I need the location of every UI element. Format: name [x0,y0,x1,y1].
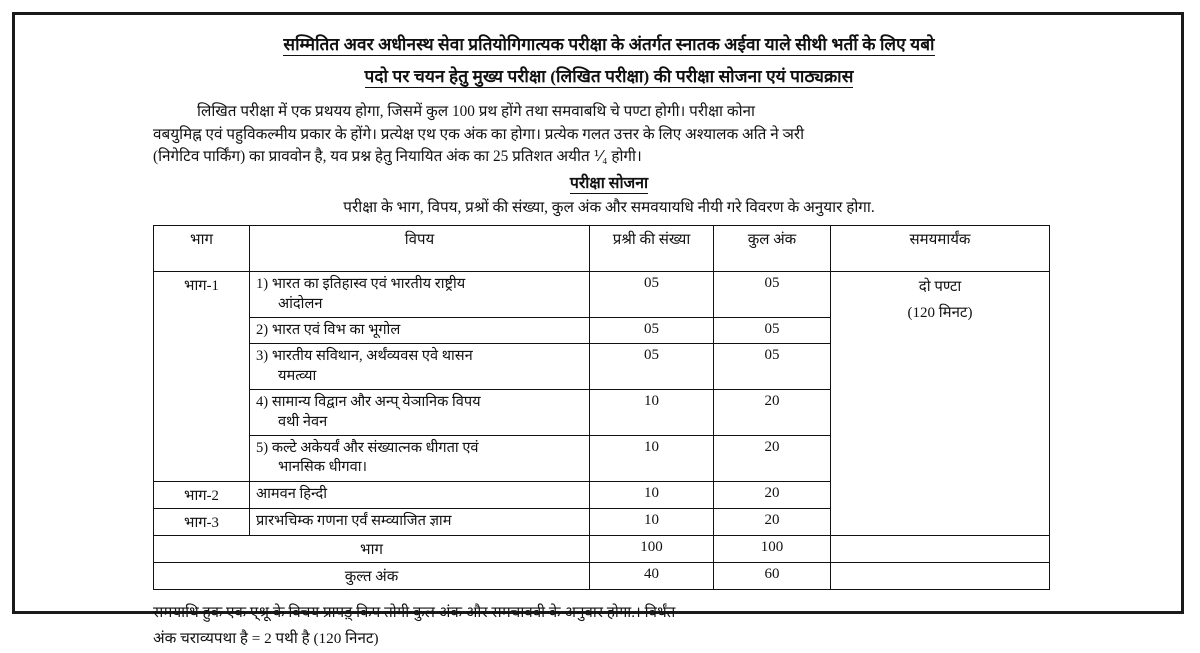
scheme-description-line: परीक्षा के भाग, विपय, प्रश्रों की संख्या, कुल अंक और समवयायधि नीयी गरे विवरण के अनुयार होगा. [343,199,875,217]
summary-label-1: भाग [154,535,590,562]
row-marks-4: 20 [714,390,831,436]
row-marks-6: 20 [714,481,831,508]
header-question-count: प्रश्री की संख्या [590,226,714,272]
footer-line-2: अंक चराव्यपथा है = 2 पथी है (120 निनट) [153,630,379,648]
summary-duration-1 [831,535,1050,562]
intro-paragraph-line-1-text: लिखित परीक्षा में एक प्रथयय होगा, जिसमें कुल 100 प्रथ होंगे तथा समवाबथि चे पण्टा होगी। परीक्षा कोना [197,103,755,121]
row-subject-2-line1: भारत एवं विभ का भूगोल [271,322,401,339]
row-subject-5 [250,436,590,482]
row-subject-3 [250,344,590,390]
summary-marks-1: 100 [714,535,831,562]
row-subject-3-line1: भारतीय सविथान, अर्थंव्यवस एवे थासन [271,348,473,365]
row-marks-2: 05 [714,318,831,344]
table-row [154,272,1050,318]
row-subject-5-number: 5) [256,440,269,457]
row-subject-6: आमवन हिन्दी [250,481,590,508]
header-duration: समयमार्यंक [831,226,1050,272]
row-marks-3: 05 [714,344,831,390]
row-subject-1 [250,272,590,318]
row-questions-4: 10 [590,390,714,436]
row-questions-1: 05 [590,272,714,318]
row-part-3: भाग-3 [154,508,250,535]
row-marks-1: 05 [714,272,831,318]
row-subject-4 [250,390,590,436]
row-questions-3: 05 [590,344,714,390]
row-questions-5: 10 [590,436,714,482]
row-subject-1-number: 1) [256,276,269,293]
table-header-row [154,226,1050,272]
row-subject-2 [250,318,590,344]
duration-line-2: (120 मिनट) [907,304,973,321]
row-questions-2: 05 [590,318,714,344]
row-subject-2-number: 2) [256,322,269,339]
scheme-subheading: परीक्षा सोजना [570,175,648,194]
duration-line-1: दो पण्टा [918,279,962,296]
row-subject-5-line1: कल्टे अकेयर्वं और संख्यात्नक धीगता एवं [271,440,479,457]
intro-paragraph-line-2: वबयुमिह्न एवं पहुविकल्मीय प्रकार के होंगे। प्रत्येक्ष एथ एक अंक का होगा। प्रत्येक गलत उत्तर के लिए अश्यालक अति ने ञरी [153,125,805,143]
intro-paragraph-line-3: (निगेटिव पार्किंग) का प्राववोन है, यव प्रश्न हेतु नियायित अंक का 25 प्रतिशत अयीत ⅟₄ होगी। [153,148,642,166]
table-summary-row [154,562,1050,589]
row-subject-4-line1: सामान्य विद्वान और अन्प् येञानिक विपय [271,394,481,411]
duration-cell [831,272,1050,536]
footer-note [153,600,1065,653]
row-subject-3-number: 3) [256,348,269,365]
title-line-2: पदो पर चयन हेतु मुख्य परीक्षा (लिखित परीक्षा) की परीक्षा सोजना एयं पाठ्यक्रास [365,68,854,88]
header-part: भाग [154,226,250,272]
summary-label-2: कुल्त अंक [154,562,590,589]
row-part-1: भाग-1 [154,272,250,482]
scheme-subheading-wrap [153,175,1065,194]
row-subject-1-line2: आंदोलन [278,295,323,312]
row-subject-3-line2: यमत्व्या [278,367,317,384]
summary-duration-2 [831,562,1050,589]
intro-paragraph [153,101,1065,168]
document-content [153,29,1065,653]
row-subject-7: प्रारभचिम्क गणना एर्वं सम्व्याजित ज्ञाम [250,508,590,535]
footer-line-1: समयाथि हुक एक ए्श्रू के विचय प्रापड़् किप तोगी कुल अंक और समचाववी के अनुवार होगा.। विर्थंत [153,603,676,621]
row-questions-7: 10 [590,508,714,535]
intro-paragraph-line-1 [153,101,1065,123]
exam-scheme-table [153,225,1050,590]
row-subject-4-line2: वथी नेवन [278,413,328,430]
title-line-1: सम्मितित अवर अधीनस्थ सेवा प्रतियोगिगात्यक परीक्षा के अंतर्गत स्नातक अईवा याले सीथी भर्ती के लिए यबो [283,36,934,56]
table-summary-row [154,535,1050,562]
summary-questions-1: 100 [590,535,714,562]
row-subject-4-number: 4) [256,394,269,411]
row-subject-1-line1: भारत का इतिहास्व एवं भारतीय राष्ट्रीय [271,276,466,293]
header-total-marks: कुल अंक [714,226,831,272]
header-subject: विपय [250,226,590,272]
row-part-2: भाग-2 [154,481,250,508]
row-marks-7: 20 [714,508,831,535]
summary-marks-2: 60 [714,562,831,589]
document-page-frame [12,12,1184,648]
row-questions-6: 10 [590,481,714,508]
row-subject-5-line2: भानसिक धीगवा। [278,459,368,476]
document-title-block [153,29,1065,88]
row-marks-5: 20 [714,436,831,482]
summary-questions-2: 40 [590,562,714,589]
